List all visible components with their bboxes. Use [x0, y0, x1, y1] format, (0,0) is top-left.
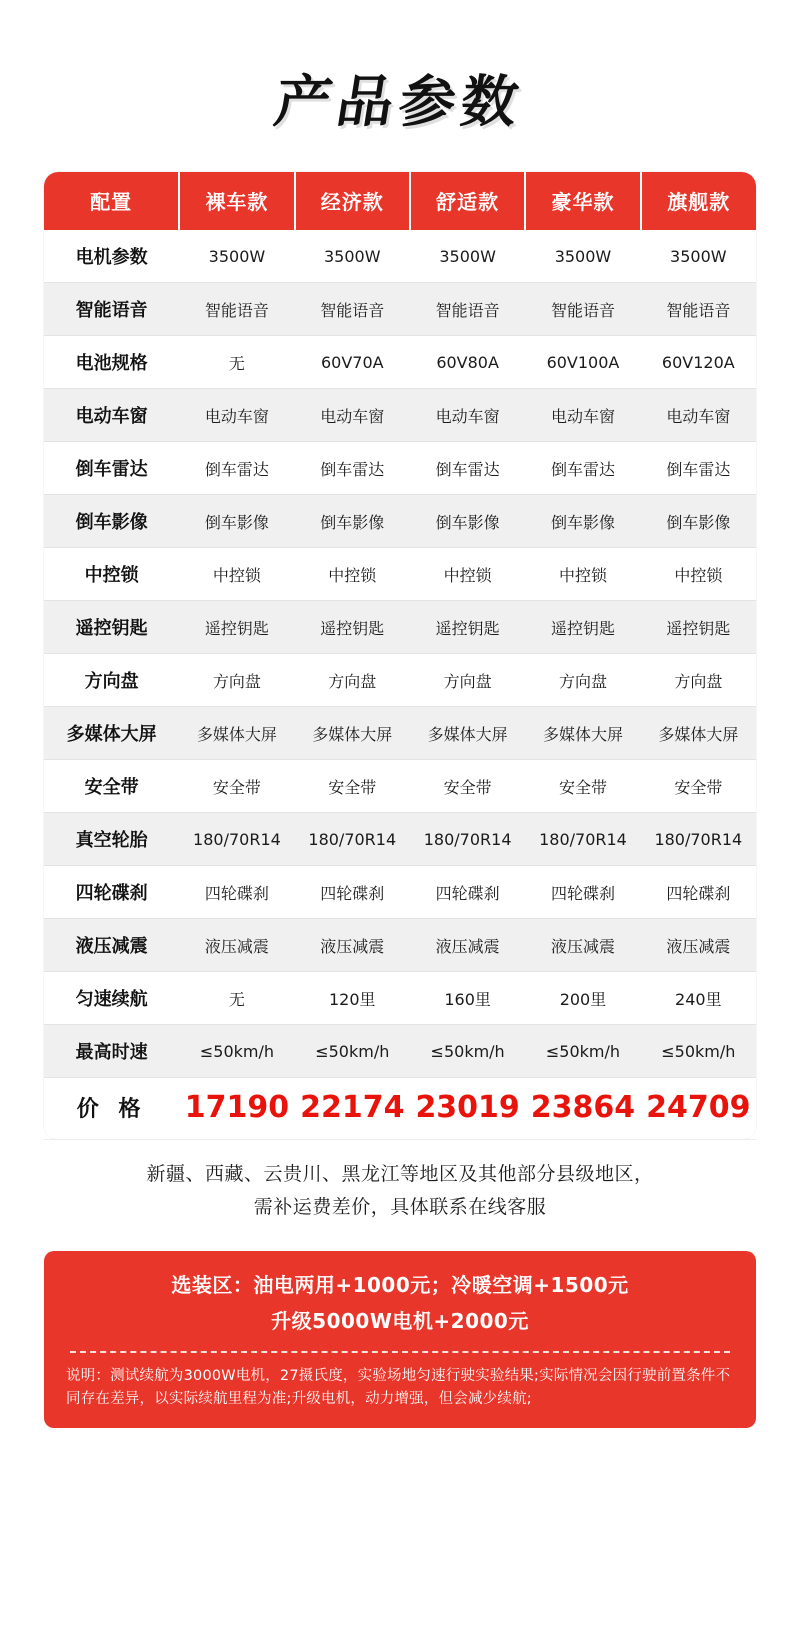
- shipping-note-line-1: 新疆、西藏、云贵川、黑龙江等地区及其他部分县级地区，: [146, 1163, 654, 1185]
- page-title-area: [0, 0, 800, 172]
- shipping-note: [44, 1139, 756, 1245]
- row-cell: 倒车雷达: [525, 442, 640, 495]
- row-cell: 倒车雷达: [295, 442, 410, 495]
- row-cell: ≤50km/h: [179, 1025, 294, 1078]
- row-cell: 四轮碟刹: [410, 866, 525, 919]
- row-cell: 电动车窗: [295, 389, 410, 442]
- row-cell: 中控锁: [295, 548, 410, 601]
- row-cell: 中控锁: [641, 548, 756, 601]
- row-cell: 四轮碟刹: [295, 866, 410, 919]
- price-value: 17190: [179, 1078, 294, 1140]
- table-row: [44, 495, 756, 548]
- price-value: 24709: [641, 1078, 756, 1140]
- bottom-spacer: [0, 1428, 800, 1454]
- row-cell: ≤50km/h: [410, 1025, 525, 1078]
- table-row: [44, 442, 756, 495]
- row-label: 方向盘: [44, 654, 179, 707]
- row-label: 真空轮胎: [44, 813, 179, 866]
- table-row: [44, 283, 756, 336]
- row-cell: 安全带: [179, 760, 294, 813]
- table-row: [44, 336, 756, 389]
- row-cell: 四轮碟刹: [641, 866, 756, 919]
- row-cell: 电动车窗: [641, 389, 756, 442]
- row-cell: 无: [179, 972, 294, 1025]
- row-label: 遥控钥匙: [44, 601, 179, 654]
- row-cell: 倒车雷达: [410, 442, 525, 495]
- row-cell: 倒车影像: [410, 495, 525, 548]
- column-header-3: 舒适款: [410, 172, 525, 230]
- row-cell: 多媒体大屏: [179, 707, 294, 760]
- table-row: [44, 654, 756, 707]
- table-row: [44, 866, 756, 919]
- row-cell: 电动车窗: [525, 389, 640, 442]
- row-cell: 180/70R14: [525, 813, 640, 866]
- row-cell: 180/70R14: [295, 813, 410, 866]
- table-row: [44, 230, 756, 283]
- row-cell: 四轮碟刹: [179, 866, 294, 919]
- row-cell: 智能语音: [179, 283, 294, 336]
- row-cell: 倒车雷达: [641, 442, 756, 495]
- column-header-1: 裸车款: [179, 172, 294, 230]
- row-cell: 遥控钥匙: [295, 601, 410, 654]
- price-row: [44, 1078, 756, 1140]
- row-cell: 倒车影像: [295, 495, 410, 548]
- table-row: [44, 707, 756, 760]
- table-row: [44, 389, 756, 442]
- table-header-row: [44, 172, 756, 230]
- row-cell: 智能语音: [410, 283, 525, 336]
- row-cell: 多媒体大屏: [525, 707, 640, 760]
- row-cell: 3500W: [295, 230, 410, 283]
- row-cell: 3500W: [641, 230, 756, 283]
- row-cell: 多媒体大屏: [295, 707, 410, 760]
- row-cell: 180/70R14: [641, 813, 756, 866]
- row-cell: ≤50km/h: [295, 1025, 410, 1078]
- row-label: 中控锁: [44, 548, 179, 601]
- price-value: 23019: [410, 1078, 525, 1140]
- table-row: [44, 548, 756, 601]
- spec-table-body: [44, 230, 756, 1139]
- row-cell: 液压减震: [410, 919, 525, 972]
- row-cell: ≤50km/h: [641, 1025, 756, 1078]
- row-cell: 液压减震: [641, 919, 756, 972]
- row-cell: 60V80A: [410, 336, 525, 389]
- row-cell: 60V70A: [295, 336, 410, 389]
- row-label: 电机参数: [44, 230, 179, 283]
- row-cell: 智能语音: [295, 283, 410, 336]
- row-cell: 安全带: [525, 760, 640, 813]
- row-cell: 倒车雷达: [179, 442, 294, 495]
- row-label: 液压减震: [44, 919, 179, 972]
- column-header-0: 配置: [44, 172, 179, 230]
- row-label: 最高时速: [44, 1025, 179, 1078]
- spec-table-head: [44, 172, 756, 230]
- price-value: 23864: [525, 1078, 640, 1140]
- row-label: 电池规格: [44, 336, 179, 389]
- row-label: 倒车雷达: [44, 442, 179, 495]
- row-cell: 安全带: [641, 760, 756, 813]
- row-label: 四轮碟刹: [44, 866, 179, 919]
- shipping-note-line-2: 需补运费差价，具体联系在线客服: [253, 1196, 547, 1219]
- row-label: 智能语音: [44, 283, 179, 336]
- dashed-divider: [70, 1351, 730, 1353]
- row-cell: 200里: [525, 972, 640, 1025]
- row-cell: 方向盘: [179, 654, 294, 707]
- spec-table-card: [44, 172, 756, 1139]
- row-label: 电动车窗: [44, 389, 179, 442]
- column-header-2: 经济款: [295, 172, 410, 230]
- row-cell: 倒车影像: [641, 495, 756, 548]
- row-cell: 遥控钥匙: [641, 601, 756, 654]
- options-line-2: 升级5000W电机+2000元: [271, 1308, 529, 1333]
- row-cell: 安全带: [295, 760, 410, 813]
- row-cell: 多媒体大屏: [641, 707, 756, 760]
- row-cell: 液压减震: [179, 919, 294, 972]
- row-label: 安全带: [44, 760, 179, 813]
- row-cell: 180/70R14: [179, 813, 294, 866]
- table-row: [44, 919, 756, 972]
- table-row: [44, 601, 756, 654]
- row-label: 倒车影像: [44, 495, 179, 548]
- table-row: [44, 972, 756, 1025]
- row-cell: 遥控钥匙: [179, 601, 294, 654]
- row-cell: 中控锁: [410, 548, 525, 601]
- options-box: [44, 1251, 756, 1429]
- row-cell: 无: [179, 336, 294, 389]
- row-cell: 160里: [410, 972, 525, 1025]
- row-cell: 3500W: [410, 230, 525, 283]
- row-cell: 120里: [295, 972, 410, 1025]
- row-cell: 智能语音: [641, 283, 756, 336]
- table-row: [44, 760, 756, 813]
- row-cell: 方向盘: [410, 654, 525, 707]
- row-cell: 安全带: [410, 760, 525, 813]
- row-cell: 方向盘: [641, 654, 756, 707]
- row-cell: 液压减震: [295, 919, 410, 972]
- row-cell: 多媒体大屏: [410, 707, 525, 760]
- row-cell: 180/70R14: [410, 813, 525, 866]
- row-cell: 电动车窗: [179, 389, 294, 442]
- row-label: 匀速续航: [44, 972, 179, 1025]
- row-cell: 中控锁: [525, 548, 640, 601]
- row-cell: 遥控钥匙: [525, 601, 640, 654]
- row-cell: 方向盘: [525, 654, 640, 707]
- row-cell: 电动车窗: [410, 389, 525, 442]
- row-cell: 60V100A: [525, 336, 640, 389]
- row-cell: 3500W: [525, 230, 640, 283]
- row-cell: 智能语音: [525, 283, 640, 336]
- disclaimer-text: 说明：测试续航为3000W电机，27摄氏度，实验场地匀速行驶实验结果;实际情况会因行驶前置条件不同存在差异，以实际续航里程为准;升级电机，动力增强，但会减少续航;: [66, 1367, 731, 1408]
- table-row: [44, 813, 756, 866]
- spec-table: [44, 172, 756, 1139]
- row-cell: 中控锁: [179, 548, 294, 601]
- price-value: 22174: [295, 1078, 410, 1140]
- row-cell: 240里: [641, 972, 756, 1025]
- row-cell: 倒车影像: [525, 495, 640, 548]
- price-label: 价 格: [44, 1078, 179, 1140]
- column-header-5: 旗舰款: [641, 172, 756, 230]
- page-title: 产品参数: [270, 70, 529, 135]
- row-cell: ≤50km/h: [525, 1025, 640, 1078]
- row-label: 多媒体大屏: [44, 707, 179, 760]
- row-cell: 遥控钥匙: [410, 601, 525, 654]
- row-cell: 方向盘: [295, 654, 410, 707]
- row-cell: 四轮碟刹: [525, 866, 640, 919]
- row-cell: 倒车影像: [179, 495, 294, 548]
- table-row: [44, 1025, 756, 1078]
- column-header-4: 豪华款: [525, 172, 640, 230]
- row-cell: 60V120A: [641, 336, 756, 389]
- row-cell: 液压减震: [525, 919, 640, 972]
- row-cell: 3500W: [179, 230, 294, 283]
- options-line-1: 选装区：油电两用+1000元；冷暖空调+1500元: [171, 1272, 629, 1297]
